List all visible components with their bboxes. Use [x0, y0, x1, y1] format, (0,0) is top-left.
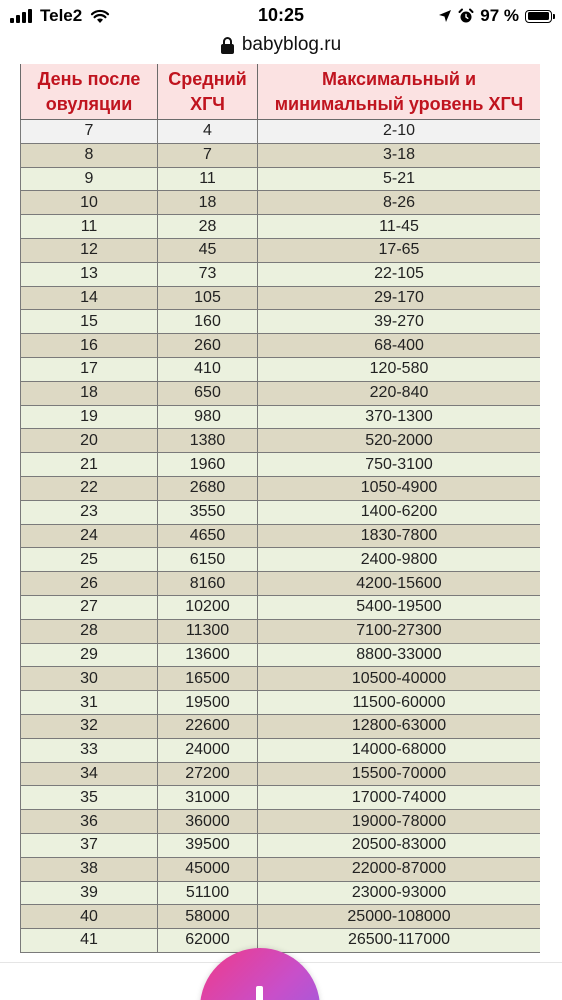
table-row: [21, 500, 541, 524]
lock-icon: [221, 37, 234, 54]
cell-range-hcg: 10500-40000: [258, 667, 541, 691]
battery-percent: 97 %: [480, 6, 519, 25]
cell-day: 22: [21, 476, 158, 500]
cell-range-hcg: 1050-4900: [258, 476, 541, 500]
table-row: [21, 310, 541, 334]
table-row: [21, 691, 541, 715]
table-row: [21, 215, 541, 239]
cell-range-hcg: 3-18: [258, 143, 541, 167]
carrier-name: Tele2: [40, 6, 83, 25]
table-row: [21, 381, 541, 405]
table-row: [21, 357, 541, 381]
hcg-table-container[interactable]: [20, 64, 540, 1000]
cell-average-hcg: 62000: [158, 929, 258, 953]
cell-average-hcg: 260: [158, 334, 258, 358]
cell-day: 34: [21, 762, 158, 786]
cell-day: 11: [21, 215, 158, 239]
cell-average-hcg: 3550: [158, 500, 258, 524]
cell-average-hcg: 18: [158, 191, 258, 215]
cell-day: 38: [21, 857, 158, 881]
cell-average-hcg: 19500: [158, 691, 258, 715]
table-row: [21, 167, 541, 191]
table-header-row: [21, 64, 541, 120]
cell-day: 30: [21, 667, 158, 691]
table-body: [21, 120, 541, 953]
cell-range-hcg: 17000-74000: [258, 786, 541, 810]
cell-range-hcg: 25000-108000: [258, 905, 541, 929]
table-row: [21, 262, 541, 286]
cell-day: 15: [21, 310, 158, 334]
cell-day: 27: [21, 595, 158, 619]
cell-average-hcg: 7: [158, 143, 258, 167]
table-row: [21, 667, 541, 691]
table-row: [21, 524, 541, 548]
cell-average-hcg: 4: [158, 120, 258, 144]
cell-day: 37: [21, 833, 158, 857]
cell-day: 14: [21, 286, 158, 310]
cell-average-hcg: 13600: [158, 643, 258, 667]
cell-average-hcg: 2680: [158, 476, 258, 500]
cell-day: 9: [21, 167, 158, 191]
cell-average-hcg: 58000: [158, 905, 258, 929]
cell-average-hcg: 6150: [158, 548, 258, 572]
cell-day: 24: [21, 524, 158, 548]
cell-average-hcg: 11: [158, 167, 258, 191]
cell-average-hcg: 22600: [158, 714, 258, 738]
cell-day: 40: [21, 905, 158, 929]
cell-day: 8: [21, 143, 158, 167]
cell-average-hcg: 1380: [158, 429, 258, 453]
cell-day: 20: [21, 429, 158, 453]
table-row: [21, 833, 541, 857]
cell-average-hcg: 36000: [158, 810, 258, 834]
cell-day: 18: [21, 381, 158, 405]
cell-range-hcg: 7100-27300: [258, 619, 541, 643]
cell-day: 23: [21, 500, 158, 524]
url-text: babyblog.ru: [241, 34, 342, 55]
table-row: [21, 238, 541, 262]
cell-average-hcg: 650: [158, 381, 258, 405]
cell-average-hcg: 28: [158, 215, 258, 239]
table-row: [21, 120, 541, 144]
cell-day: 29: [21, 643, 158, 667]
cell-day: 28: [21, 619, 158, 643]
alarm-clock-icon: [458, 8, 474, 24]
table-row: [21, 643, 541, 667]
cell-range-hcg: 15500-70000: [258, 762, 541, 786]
table-row: [21, 929, 541, 953]
table-row: [21, 453, 541, 477]
cell-day: 7: [21, 120, 158, 144]
table-row: [21, 429, 541, 453]
cell-range-hcg: 220-840: [258, 381, 541, 405]
hcg-table: [20, 64, 540, 953]
cell-average-hcg: 410: [158, 357, 258, 381]
cell-average-hcg: 10200: [158, 595, 258, 619]
cell-average-hcg: 45000: [158, 857, 258, 881]
cell-range-hcg: 11500-60000: [258, 691, 541, 715]
cell-average-hcg: 27200: [158, 762, 258, 786]
cell-average-hcg: 51100: [158, 881, 258, 905]
table-row: [21, 786, 541, 810]
cell-day: 10: [21, 191, 158, 215]
table-row: [21, 572, 541, 596]
cell-average-hcg: 16500: [158, 667, 258, 691]
cell-average-hcg: 45: [158, 238, 258, 262]
battery-fill: [528, 12, 549, 20]
table-row: [21, 334, 541, 358]
cell-range-hcg: 17-65: [258, 238, 541, 262]
cell-day: 35: [21, 786, 158, 810]
table-row: [21, 714, 541, 738]
cell-range-hcg: 2-10: [258, 120, 541, 144]
cell-average-hcg: 39500: [158, 833, 258, 857]
cell-day: 16: [21, 334, 158, 358]
cell-day: 36: [21, 810, 158, 834]
battery-icon: [525, 10, 552, 23]
table-row: [21, 405, 541, 429]
table-row: [21, 881, 541, 905]
status-right: [438, 6, 552, 26]
table-row: [21, 595, 541, 619]
cell-range-hcg: 22000-87000: [258, 857, 541, 881]
cell-range-hcg: 68-400: [258, 334, 541, 358]
header-average-hcg: Средний ХГЧ: [158, 64, 258, 120]
cell-range-hcg: 19000-78000: [258, 810, 541, 834]
cell-day: 32: [21, 714, 158, 738]
cell-average-hcg: 1960: [158, 453, 258, 477]
table-row: [21, 191, 541, 215]
cell-average-hcg: 11300: [158, 619, 258, 643]
cell-range-hcg: 39-270: [258, 310, 541, 334]
cell-day: 19: [21, 405, 158, 429]
cell-range-hcg: 5-21: [258, 167, 541, 191]
cell-day: 33: [21, 738, 158, 762]
cell-day: 25: [21, 548, 158, 572]
clock-time: 10:25: [257, 5, 305, 25]
cell-range-hcg: 23000-93000: [258, 881, 541, 905]
table-row: [21, 762, 541, 786]
cell-average-hcg: 160: [158, 310, 258, 334]
cell-day: 39: [21, 881, 158, 905]
cell-range-hcg: 14000-68000: [258, 738, 541, 762]
cell-average-hcg: 105: [158, 286, 258, 310]
cell-range-hcg: 4200-15600: [258, 572, 541, 596]
cell-range-hcg: 20500-83000: [258, 833, 541, 857]
cell-range-hcg: 2400-9800: [258, 548, 541, 572]
cell-average-hcg: 8160: [158, 572, 258, 596]
cell-average-hcg: 73: [158, 262, 258, 286]
cell-day: 26: [21, 572, 158, 596]
cell-average-hcg: 4650: [158, 524, 258, 548]
cell-day: 17: [21, 357, 158, 381]
cell-average-hcg: 31000: [158, 786, 258, 810]
cell-range-hcg: 750-3100: [258, 453, 541, 477]
table-row: [21, 548, 541, 572]
table-row: [21, 905, 541, 929]
table-row: [21, 810, 541, 834]
cell-day: 31: [21, 691, 158, 715]
table-row: [21, 738, 541, 762]
location-arrow-icon: [438, 9, 452, 23]
cell-range-hcg: 1400-6200: [258, 500, 541, 524]
cell-range-hcg: 520-2000: [258, 429, 541, 453]
cell-day: 21: [21, 453, 158, 477]
plus-icon: [256, 986, 263, 1000]
cell-range-hcg: 22-105: [258, 262, 541, 286]
cell-range-hcg: 26500-117000: [258, 929, 541, 953]
header-range-hcg: Максимальный и минимальный уровень ХГЧ: [258, 64, 541, 120]
table-row: [21, 143, 541, 167]
cell-range-hcg: 12800-63000: [258, 714, 541, 738]
table-row: [21, 286, 541, 310]
cell-range-hcg: 29-170: [258, 286, 541, 310]
cell-day: 41: [21, 929, 158, 953]
cell-average-hcg: 24000: [158, 738, 258, 762]
address-bar[interactable]: [0, 30, 562, 60]
header-day-after-ovulation: День после овуляции: [21, 64, 158, 120]
table-row: [21, 857, 541, 881]
cell-range-hcg: 370-1300: [258, 405, 541, 429]
cell-range-hcg: 8800-33000: [258, 643, 541, 667]
cell-range-hcg: 1830-7800: [258, 524, 541, 548]
table-row: [21, 476, 541, 500]
cell-range-hcg: 120-580: [258, 357, 541, 381]
status-bar: [0, 0, 562, 32]
cell-day: 13: [21, 262, 158, 286]
table-row: [21, 619, 541, 643]
cell-range-hcg: 11-45: [258, 215, 541, 239]
cell-average-hcg: 980: [158, 405, 258, 429]
cell-range-hcg: 5400-19500: [258, 595, 541, 619]
cell-day: 12: [21, 238, 158, 262]
cell-range-hcg: 8-26: [258, 191, 541, 215]
